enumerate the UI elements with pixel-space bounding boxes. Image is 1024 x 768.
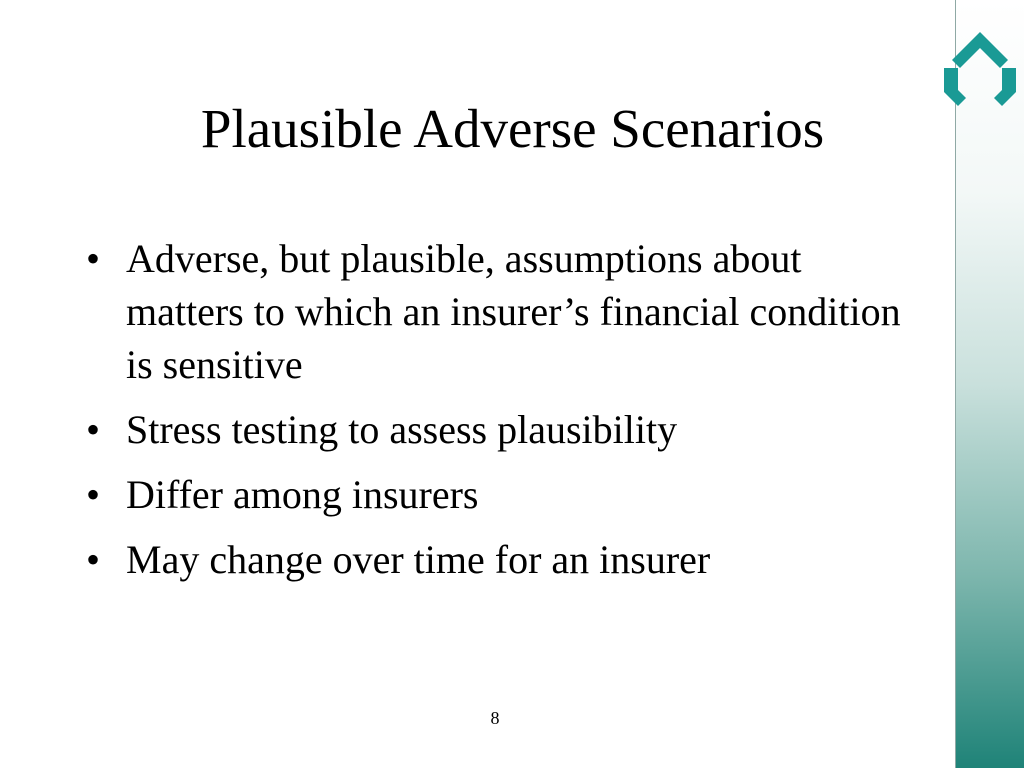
bullet-list bbox=[86, 232, 916, 598]
bullet-item bbox=[86, 468, 916, 521]
bullet-mark: • bbox=[86, 472, 101, 517]
bullet-text: Differ among insurers bbox=[126, 472, 479, 517]
page-number: 8 bbox=[490, 708, 500, 728]
bullet-text: Adverse, but plausible, assumptions about matters to which an insurer’s financial condition is sensitive bbox=[126, 236, 901, 387]
bullet-item bbox=[86, 232, 916, 391]
bullet-text: May change over time for an insurer bbox=[126, 537, 711, 582]
bullet-mark: • bbox=[86, 236, 101, 281]
bullet-mark: • bbox=[86, 537, 101, 582]
bullet-mark: • bbox=[86, 407, 101, 452]
bullet-item bbox=[86, 403, 916, 456]
side-gradient-band bbox=[955, 0, 1024, 768]
bullet-item bbox=[86, 533, 916, 586]
slide-title: Plausible Adverse Scenarios bbox=[200, 98, 825, 159]
bullet-text: Stress testing to assess plausibility bbox=[126, 407, 678, 452]
